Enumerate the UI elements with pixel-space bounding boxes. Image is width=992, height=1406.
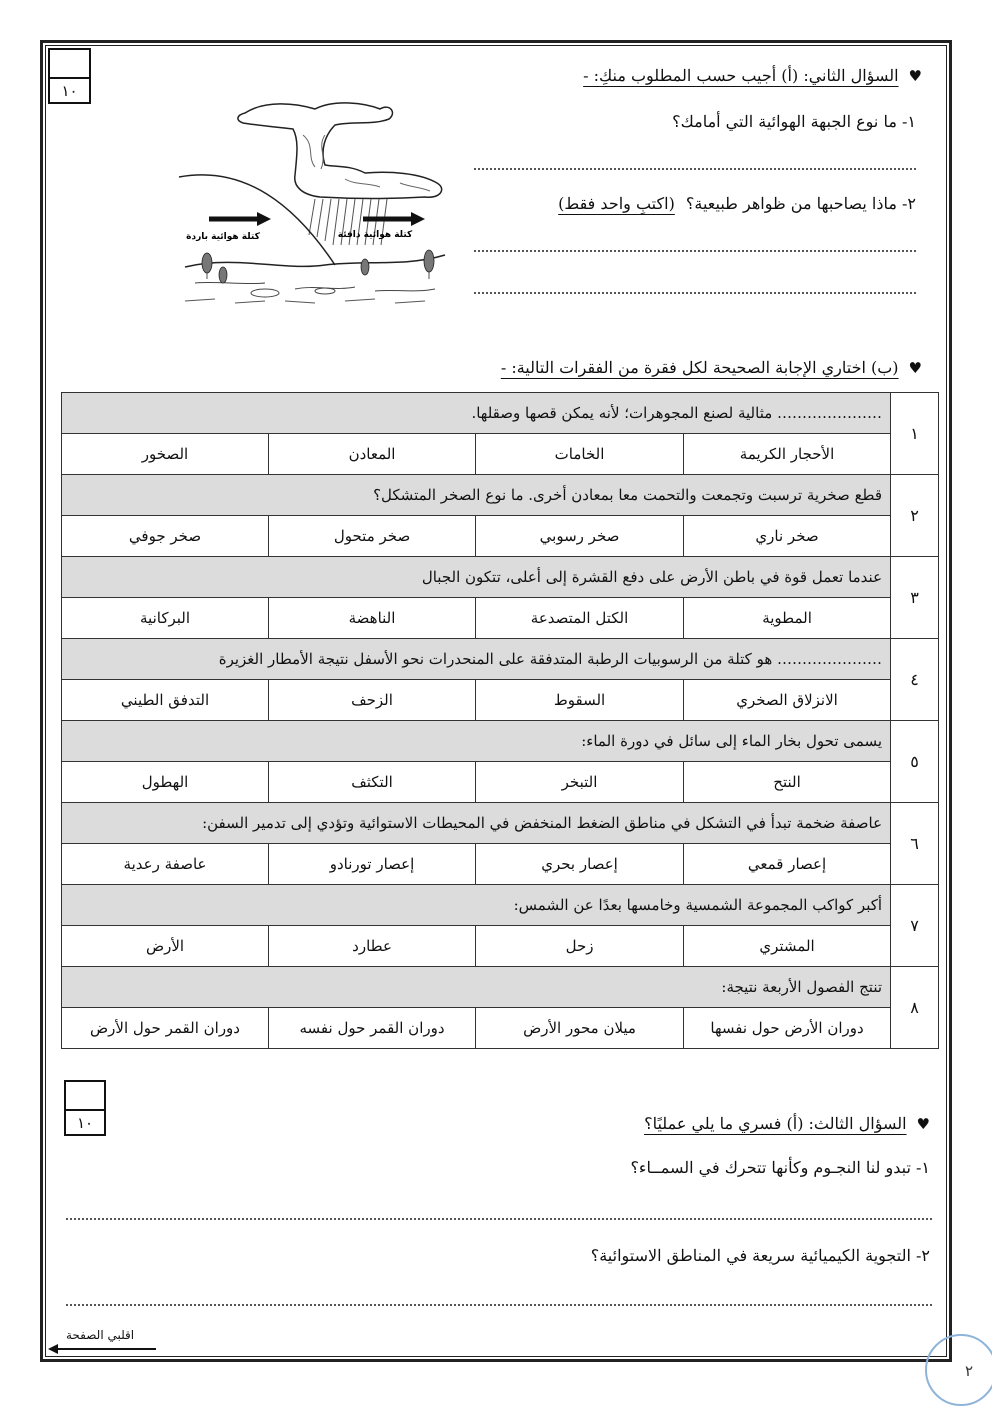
answer-option[interactable]: إعصار تورنادو — [269, 844, 476, 885]
q3-title: ♥السؤال الثالث: (أ) فسري ما يلي عمليًا؟ — [644, 1114, 930, 1133]
q2-score-box — [48, 48, 91, 104]
answer-option[interactable]: المشتري — [684, 926, 891, 967]
warm-air-label: كتلة هوائية دافئة — [337, 230, 413, 240]
arrow-left-icon — [48, 1343, 158, 1355]
mcq-options-row — [62, 1008, 939, 1049]
answer-option[interactable]: ميلان محور الأرض — [476, 1008, 684, 1049]
question-number: ٥ — [891, 721, 939, 803]
mcq-question-row — [62, 885, 939, 926]
answer-option[interactable]: صخر متحول — [269, 516, 476, 557]
q2-title: ♥السؤال الثاني: (أ) أجيب حسب المطلوب منكِ: - — [583, 66, 922, 85]
question-number: ١ — [891, 393, 939, 475]
answer-option[interactable]: الصخور — [62, 434, 269, 475]
mcq-question-row — [62, 721, 939, 762]
q3-item-1: ١- تبدو لنا النجـوم وكأنها تتحرك في السمــاء؟ — [630, 1158, 930, 1177]
page-number-circle — [925, 1334, 992, 1406]
q3-score-box — [64, 1080, 106, 1136]
cold-air-label: كتلة هوائية باردة — [186, 232, 260, 242]
answer-option[interactable]: عاصفة رعدية — [62, 844, 269, 885]
mcq-options-row — [62, 516, 939, 557]
answer-option[interactable]: الناهضة — [269, 598, 476, 639]
heart-icon: ♥ — [908, 67, 922, 85]
question-number: ٢ — [891, 475, 939, 557]
answer-option[interactable]: دوران القمر حول نفسه — [269, 1008, 476, 1049]
mcq-options-row — [62, 598, 939, 639]
answer-line[interactable] — [474, 168, 916, 170]
answer-option[interactable]: الخامات — [476, 434, 684, 475]
answer-option[interactable]: الأحجار الكريمة — [684, 434, 891, 475]
mcq-options-row — [62, 434, 939, 475]
answer-option[interactable]: المطوية — [684, 598, 891, 639]
answer-option[interactable]: إعصار قمعي — [684, 844, 891, 885]
answer-option[interactable]: صخر رسوبي — [476, 516, 684, 557]
answer-option[interactable]: التدفق الطيني — [62, 680, 269, 721]
question-text: قطع صخرية ترسبت وتجمعت والتحمت معا بمعادن أخرى. ما نوع الصخر المتشكل؟ — [62, 475, 891, 516]
answer-option[interactable]: الزحف — [269, 680, 476, 721]
question-text: تنتج الفصول الأربعة نتيجة: — [62, 967, 891, 1008]
answer-option[interactable]: دوران الأرض حول نفسها — [684, 1008, 891, 1049]
mcq-options-row — [62, 844, 939, 885]
question-text: يسمى تحول بخار الماء إلى سائل في دورة الماء: — [62, 721, 891, 762]
answer-line[interactable] — [66, 1304, 932, 1306]
mcq-options-row — [62, 762, 939, 803]
page-number: ٢ — [965, 1362, 974, 1380]
answer-option[interactable]: دوران القمر حول الأرض — [62, 1008, 269, 1049]
answer-option[interactable]: إعصار بحري — [476, 844, 684, 885]
heart-icon: ♥ — [908, 359, 922, 377]
answer-line[interactable] — [474, 292, 916, 294]
answer-option[interactable]: النتح — [684, 762, 891, 803]
mcq-question-row — [62, 803, 939, 844]
heart-icon: ♥ — [916, 1115, 930, 1133]
answer-option[interactable]: التبخر — [476, 762, 684, 803]
mcq-question-row — [62, 557, 939, 598]
mcq-question-row — [62, 639, 939, 680]
answer-option[interactable]: صخر جوفي — [62, 516, 269, 557]
answer-option[interactable]: المعادن — [269, 434, 476, 475]
answer-line[interactable] — [66, 1218, 932, 1220]
q2-score: ١٠ — [61, 82, 78, 100]
question-text: أكبر كواكب المجموعة الشمسية وخامسها بعدًا عن الشمس: — [62, 885, 891, 926]
mcq-table — [61, 392, 939, 1049]
answer-option[interactable]: الكتل المتصدعة — [476, 598, 684, 639]
question-number: ٧ — [891, 885, 939, 967]
question-text: عاصفة ضخمة تبدأ في التشكل في مناطق الضغط المنخفض في المحيطات الاستوائية وتؤدي إلى تدمير السفن: — [62, 803, 891, 844]
answer-option[interactable]: صخر ناري — [684, 516, 891, 557]
answer-option[interactable]: زحل — [476, 926, 684, 967]
mcq-options-row — [62, 926, 939, 967]
q3-score: ١٠ — [76, 1114, 94, 1132]
question-number: ٤ — [891, 639, 939, 721]
answer-option[interactable]: الانزلاق الصخري — [684, 680, 891, 721]
answer-line[interactable] — [474, 250, 916, 252]
q2b-title: ♥(ب) اختاري الإجابة الصحيحة لكل فقرة من الفقرات التالية: - — [500, 358, 922, 377]
question-number: ٨ — [891, 967, 939, 1049]
answer-option[interactable]: الأرض — [62, 926, 269, 967]
answer-option[interactable]: الهطول — [62, 762, 269, 803]
q2-item-2: ٢- ماذا يصاحبها من ظواهر طبيعية؟ (اكتبِ واحد فقط) — [558, 194, 916, 213]
mcq-options-row — [62, 680, 939, 721]
mcq-question-row — [62, 475, 939, 516]
turn-page-label: اقلبي الصفحة — [66, 1328, 135, 1342]
answer-option[interactable]: التكثف — [269, 762, 476, 803]
question-text: عندما تعمل قوة في باطن الأرض على دفع القشرة إلى أعلى، تتكون الجبال — [62, 557, 891, 598]
answer-option[interactable]: السقوط — [476, 680, 684, 721]
question-text: ………………… هو كتلة من الرسوبيات الرطبة المتدفقة على المنحدرات نحو الأسفل نتيجة الأمطار الغزيرة — [62, 639, 891, 680]
weather-front-figure — [175, 95, 455, 310]
mcq-question-row — [62, 967, 939, 1008]
q3-item-2: ٢- التجوية الكيميائية سريعة في المناطق الاستوائية؟ — [590, 1246, 930, 1265]
question-number: ٣ — [891, 557, 939, 639]
answer-option[interactable]: البركانية — [62, 598, 269, 639]
mcq-question-row — [62, 393, 939, 434]
answer-option[interactable]: عطارد — [269, 926, 476, 967]
q2-item-1: ١- ما نوع الجبهة الهوائية التي أمامك؟ — [672, 112, 916, 131]
question-number: ٦ — [891, 803, 939, 885]
q2-item-2-note: (اكتبِ واحد فقط) — [558, 194, 675, 213]
question-text: ………………… مثالية لصنع المجوهرات؛ لأنه يمكن قصها وصقلها. — [62, 393, 891, 434]
